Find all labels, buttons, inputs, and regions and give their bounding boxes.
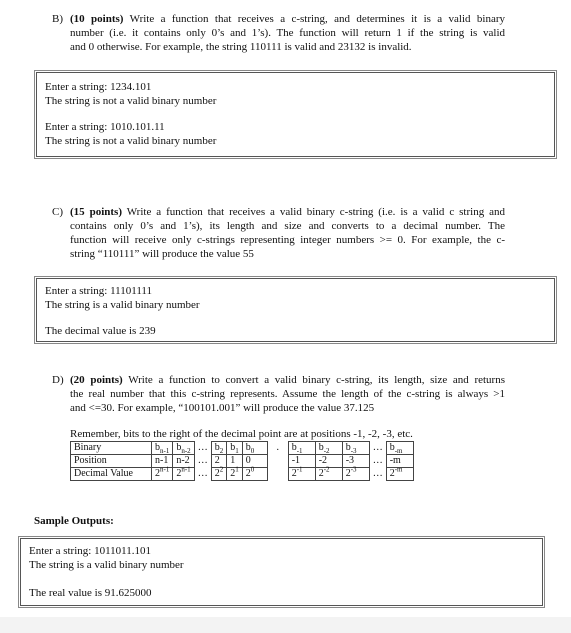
position-cell: 1	[227, 455, 243, 468]
power-cell: $2^{-2}$	[315, 468, 342, 481]
position-cell: -2	[315, 455, 342, 468]
binary-cell: $b_{-2}$	[315, 442, 342, 455]
question-b-line-2: number (i.e. it contains only 0’s and 1’s). The function will return 1 if the string is valid	[70, 27, 505, 39]
question-c-line-1: (15 points) Write a function that receives a valid binary c-string (i.e. is a valid c string and	[70, 206, 505, 218]
output-d-line-2: The string is a valid binary number	[29, 559, 184, 571]
radix-gap	[267, 468, 288, 481]
binary-cell: $b_{-3}$	[342, 442, 369, 455]
position-cell: 2	[211, 455, 227, 468]
position-cell: n-1	[152, 455, 173, 468]
question-d-line-1: (20 points) Write a function to convert a valid binary c-string, its length, size and returns	[70, 374, 505, 386]
binary-cell: $b_2$	[211, 442, 227, 455]
output-box-c	[36, 278, 555, 342]
bit-position-table	[70, 441, 414, 481]
question-d-points: (20 points)	[70, 374, 123, 386]
position-cell: -1	[288, 455, 315, 468]
output-b-line-4: The string is not a valid binary number	[45, 135, 217, 147]
position-cell: -3	[342, 455, 369, 468]
ellipsis: …	[194, 468, 211, 481]
power-cell: $2^{-m}$	[386, 468, 413, 481]
ellipsis: …	[369, 442, 386, 455]
remember-note: Remember, bits to the right of the decimal point are at positions -1, -2, -3, etc.	[70, 428, 413, 440]
question-c-line-4: string “110111” will produce the value 55	[70, 248, 254, 260]
page-footer-strip	[0, 617, 571, 633]
question-b-letter: B)	[52, 13, 63, 25]
question-c-points: (15 points)	[70, 206, 122, 218]
ellipsis: …	[369, 468, 386, 481]
question-c-line-3: function will receive only c-strings representing integer numbers >= 0. For example, the c-	[70, 234, 505, 246]
power-cell: $2^1$	[227, 468, 243, 481]
power-cell: $2^{-3}$	[342, 468, 369, 481]
power-cell: 2$^{n-1}$	[152, 468, 173, 481]
question-c-line-2: contains only 0’s and 1’s), its length and size and converts to a decimal number. The	[70, 220, 505, 232]
sample-outputs-heading: Sample Outputs:	[34, 515, 114, 527]
position-cell: n-2	[173, 455, 194, 468]
binary-cell: $b_1$	[227, 442, 243, 455]
decimal-row-label: Decimal Value	[71, 468, 152, 481]
output-c-line-1: Enter a string: 11101111	[45, 285, 153, 297]
binary-cell: $b_{n-1}$	[152, 442, 173, 455]
binary-cell: $b_0$	[242, 442, 267, 455]
output-c-line-3: The decimal value is 239	[45, 325, 156, 337]
ellipsis: …	[194, 442, 211, 455]
power-cell: $2^2$	[211, 468, 227, 481]
binary-cell: $b_{n-2}$	[173, 442, 194, 455]
binary-cell: $b_{-m}$	[386, 442, 413, 455]
question-d-line-3: and <=30. For example, “100101.001” will produce the value 37.125	[70, 402, 375, 414]
output-b-line-2: The string is not a valid binary number	[45, 95, 217, 107]
radix-gap	[267, 455, 288, 468]
radix-point: .	[276, 442, 279, 453]
output-box-b	[36, 72, 555, 157]
question-d-letter: D)	[52, 374, 64, 386]
power-cell: 2$^{n-1}$	[173, 468, 194, 481]
power-cell: $2^0$	[242, 468, 267, 481]
position-cell: 0	[242, 455, 267, 468]
decimal-value-row	[71, 468, 414, 481]
question-c-letter: C)	[52, 206, 63, 218]
output-d-line-1: Enter a string: 1011011.101	[29, 545, 151, 557]
question-b-line-3: and 0 otherwise. For example, the string 110111 is valid and 23132 is invalid.	[70, 41, 412, 53]
output-box-d	[20, 538, 543, 606]
question-b-line-1: (10 points) Write a function that receives a c-string, and determines it is a valid binary	[70, 13, 506, 25]
position-row	[71, 455, 414, 468]
output-b-line-3: Enter a string: 1010.101.11	[45, 121, 165, 133]
binary-row-label: Binary	[71, 442, 152, 455]
position-cell: -m	[386, 455, 413, 468]
question-b-points: (10 points)	[70, 13, 124, 25]
binary-row	[71, 442, 414, 455]
ellipsis: …	[369, 455, 386, 468]
binary-cell: $b_{-1}$	[288, 442, 315, 455]
output-d-line-3: The real value is 91.625000	[29, 587, 152, 599]
position-row-label: Position	[71, 455, 152, 468]
output-c-line-2: The string is a valid binary number	[45, 299, 200, 311]
output-b-line-1: Enter a string: 1234.101	[45, 81, 152, 93]
power-cell: $2^{-1}$	[288, 468, 315, 481]
ellipsis: …	[194, 455, 211, 468]
question-d-line-2: the real number that this c-string represents. Assume the length of the c-string is always >1	[70, 388, 505, 400]
